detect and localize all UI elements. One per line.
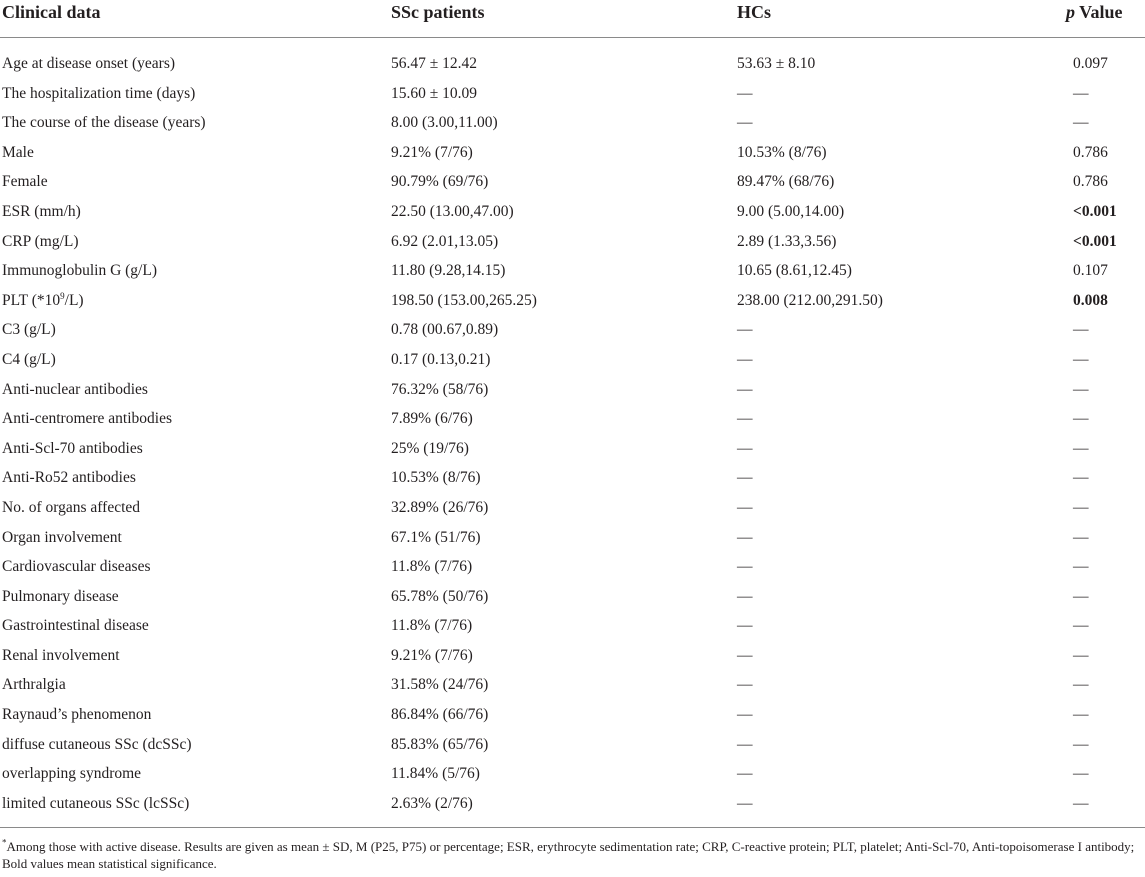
table-footnote bbox=[2, 838, 1142, 872]
cell-p-value: 0.107 bbox=[1073, 262, 1108, 280]
cell-label-superscript: 9 bbox=[60, 290, 65, 301]
header-p-value bbox=[1066, 2, 1123, 22]
table-row bbox=[0, 138, 1145, 168]
cell-hcs: — bbox=[737, 469, 753, 487]
cell-hcs: — bbox=[737, 706, 753, 724]
cell-p-value: — bbox=[1073, 676, 1089, 694]
cell-ssc-patients: 2.63% (2/76) bbox=[391, 794, 473, 812]
cell-clinical-data bbox=[2, 256, 157, 286]
cell-ssc-patients: 31.58% (24/76) bbox=[391, 676, 489, 694]
cell-hcs: — bbox=[737, 410, 753, 428]
cell-hcs: 9.00 (5.00,14.00) bbox=[737, 202, 845, 220]
cell-label-text: ESR (mm/h) bbox=[2, 202, 81, 220]
cell-ssc-patients: 32.89% (26/76) bbox=[391, 498, 489, 516]
cell-label-text: Male bbox=[2, 143, 34, 161]
table-body bbox=[0, 49, 1145, 818]
cell-hcs: — bbox=[737, 794, 753, 812]
cell-p-value: — bbox=[1073, 558, 1089, 576]
cell-clinical-data bbox=[2, 138, 34, 168]
cell-label-text: Arthralgia bbox=[2, 676, 66, 694]
cell-clinical-data bbox=[2, 552, 151, 582]
cell-clinical-data bbox=[2, 789, 189, 819]
cell-p-value: — bbox=[1073, 706, 1089, 724]
cell-hcs: — bbox=[737, 380, 753, 398]
table-row bbox=[0, 79, 1145, 109]
cell-label-text: Anti-Scl-70 antibodies bbox=[2, 439, 143, 457]
cell-clinical-data bbox=[2, 523, 122, 553]
cell-hcs: — bbox=[737, 676, 753, 694]
cell-hcs: 10.65 (8.61,12.45) bbox=[737, 262, 852, 280]
cell-clinical-data bbox=[2, 49, 175, 79]
cell-hcs: — bbox=[737, 765, 753, 783]
table-header-row bbox=[0, 0, 1145, 38]
cell-clinical-data bbox=[2, 404, 172, 434]
cell-ssc-patients: 8.00 (3.00,11.00) bbox=[391, 114, 498, 132]
table-row bbox=[0, 700, 1145, 730]
header-ssc-patients: SSc patients bbox=[391, 2, 485, 22]
header-p-rest: Value bbox=[1075, 2, 1123, 22]
cell-clinical-data bbox=[2, 641, 120, 671]
cell-label-text: No. of organs affected bbox=[2, 498, 141, 516]
cell-clinical-data bbox=[2, 345, 56, 375]
table-row bbox=[0, 730, 1145, 760]
cell-p-value: — bbox=[1073, 84, 1089, 102]
table-row bbox=[0, 49, 1145, 79]
header-clinical-data: Clinical data bbox=[2, 2, 101, 22]
cell-clinical-data bbox=[2, 108, 206, 138]
cell-ssc-patients: 90.79% (69/76) bbox=[391, 173, 489, 191]
cell-ssc-patients: 25% (19/76) bbox=[391, 439, 469, 457]
table-row bbox=[0, 641, 1145, 671]
cell-ssc-patients: 11.84% (5/76) bbox=[391, 765, 480, 783]
cell-ssc-patients: 11.80 (9.28,14.15) bbox=[391, 262, 506, 280]
table-row bbox=[0, 463, 1145, 493]
cell-label-text: PLT (*10 bbox=[2, 291, 61, 309]
cell-hcs: — bbox=[737, 321, 753, 339]
cell-label-text: CRP (mg/L) bbox=[2, 232, 79, 250]
table-row bbox=[0, 493, 1145, 523]
table-row bbox=[0, 108, 1145, 138]
table-row bbox=[0, 404, 1145, 434]
cell-clinical-data bbox=[2, 493, 140, 523]
cell-label-text: Organ involvement bbox=[2, 528, 122, 546]
cell-p-value: — bbox=[1073, 469, 1089, 487]
cell-ssc-patients: 11.8% (7/76) bbox=[391, 617, 473, 635]
cell-label-suffix: /L) bbox=[64, 291, 84, 309]
cell-p-value: — bbox=[1073, 794, 1089, 812]
cell-p-value: — bbox=[1073, 587, 1089, 605]
cell-label-text: Cardiovascular diseases bbox=[2, 558, 151, 576]
cell-ssc-patients: 56.47 ± 12.42 bbox=[391, 55, 478, 72]
cell-clinical-data bbox=[2, 375, 148, 405]
cell-clinical-data bbox=[2, 670, 66, 700]
cell-hcs: 10.53% (8/76) bbox=[737, 143, 827, 161]
header-p-italic: p bbox=[1066, 2, 1075, 22]
cell-p-value: 0.786 bbox=[1073, 143, 1108, 161]
cell-clinical-data bbox=[2, 197, 81, 227]
cell-label-text: C3 (g/L) bbox=[2, 321, 56, 339]
cell-ssc-patients: 76.32% (58/76) bbox=[391, 380, 489, 398]
cell-p-value: — bbox=[1073, 646, 1089, 664]
cell-label-text: diffuse cutaneous SSc (dcSSc) bbox=[2, 735, 192, 753]
cell-label-text: Raynaud’s phenomenon bbox=[2, 706, 152, 724]
cell-p-value: 0.008 bbox=[1073, 291, 1108, 309]
cell-p-value: <0.001 bbox=[1073, 202, 1117, 220]
cell-label-text: Immunoglobulin G (g/L) bbox=[2, 262, 157, 280]
cell-p-value: — bbox=[1073, 765, 1089, 783]
table-row bbox=[0, 759, 1145, 789]
cell-label-text: Age at disease onset (years) bbox=[2, 55, 176, 72]
cell-label-text: Anti-centromere antibodies bbox=[2, 410, 173, 428]
cell-p-value: 0.097 bbox=[1073, 55, 1108, 72]
cell-clinical-data bbox=[2, 434, 143, 464]
cell-p-value: <0.001 bbox=[1073, 232, 1117, 250]
cell-label-text: Female bbox=[2, 173, 48, 191]
footnote-marker: * bbox=[2, 837, 7, 848]
cell-p-value: — bbox=[1073, 735, 1089, 753]
cell-ssc-patients: 22.50 (13.00,47.00) bbox=[391, 202, 514, 220]
cell-clinical-data bbox=[2, 582, 119, 612]
table-row bbox=[0, 523, 1145, 553]
cell-p-value: — bbox=[1073, 498, 1089, 516]
cell-hcs: — bbox=[737, 558, 753, 576]
table-row bbox=[0, 789, 1145, 819]
cell-ssc-patients: 6.92 (2.01,13.05) bbox=[391, 232, 499, 250]
cell-p-value: — bbox=[1073, 439, 1089, 457]
cell-p-value: 0.786 bbox=[1073, 173, 1108, 191]
cell-p-value: — bbox=[1073, 321, 1089, 339]
cell-ssc-patients: 7.89% (6/76) bbox=[391, 410, 473, 428]
cell-hcs: 89.47% (68/76) bbox=[737, 173, 835, 191]
cell-ssc-patients: 11.8% (7/76) bbox=[391, 558, 473, 576]
table-row bbox=[0, 286, 1145, 316]
cell-clinical-data bbox=[2, 286, 84, 316]
cell-hcs: — bbox=[737, 350, 753, 368]
cell-label-text: Anti-nuclear antibodies bbox=[2, 380, 148, 398]
table-row bbox=[0, 345, 1145, 375]
cell-p-value: — bbox=[1073, 410, 1089, 428]
cell-hcs: — bbox=[737, 528, 753, 546]
cell-p-value: — bbox=[1073, 617, 1089, 635]
cell-ssc-patients: 65.78% (50/76) bbox=[391, 587, 489, 605]
cell-ssc-patients: 0.17 (0.13,0.21) bbox=[391, 350, 491, 368]
cell-p-value: — bbox=[1073, 114, 1089, 132]
cell-clinical-data bbox=[2, 79, 195, 109]
cell-hcs: — bbox=[737, 735, 753, 753]
table-row bbox=[0, 375, 1145, 405]
cell-label-text: Renal involvement bbox=[2, 646, 120, 664]
cell-ssc-patients: 9.21% (7/76) bbox=[391, 646, 473, 664]
table-row bbox=[0, 256, 1145, 286]
cell-label-text: The course of the disease (years) bbox=[2, 114, 206, 132]
cell-ssc-patients: 198.50 (153.00,265.25) bbox=[391, 291, 537, 309]
cell-label-text: C4 (g/L) bbox=[2, 350, 56, 368]
cell-p-value: — bbox=[1073, 528, 1089, 546]
cell-label-text: The hospitalization time (days) bbox=[2, 84, 196, 102]
cell-hcs: — bbox=[737, 587, 753, 605]
footnote-text: Among those with active disease. Results are given as mean ± SD, M (P25, P75) or percentage; ESR, erythrocyte sedimentation rate; CRP, C-reactive protein; PLT, platelet; Anti-Scl-70, Anti-topoisomerase I antibody; Bold values mean statistical significance. bbox=[2, 839, 1135, 871]
table-row bbox=[0, 197, 1145, 227]
cell-hcs: — bbox=[737, 114, 753, 132]
cell-ssc-patients: 86.84% (66/76) bbox=[391, 706, 489, 724]
table-bottom-rule bbox=[0, 827, 1145, 828]
cell-hcs: — bbox=[737, 498, 753, 516]
cell-ssc-patients: 85.83% (65/76) bbox=[391, 735, 489, 753]
table-row bbox=[0, 670, 1145, 700]
cell-hcs: — bbox=[737, 84, 753, 102]
cell-ssc-patients: 0.78 (00.67,0.89) bbox=[391, 321, 499, 339]
table-row bbox=[0, 582, 1145, 612]
cell-ssc-patients: 10.53% (8/76) bbox=[391, 469, 481, 487]
cell-label-text: Gastrointestinal disease bbox=[2, 617, 149, 635]
cell-clinical-data bbox=[2, 759, 141, 789]
table-row bbox=[0, 611, 1145, 641]
cell-hcs: 2.89 (1.33,3.56) bbox=[737, 232, 837, 250]
header-hcs: HCs bbox=[737, 2, 772, 22]
cell-clinical-data bbox=[2, 700, 151, 730]
cell-clinical-data bbox=[2, 227, 79, 257]
cell-clinical-data bbox=[2, 611, 149, 641]
cell-ssc-patients: 15.60 ± 10.09 bbox=[391, 84, 478, 102]
cell-ssc-patients: 67.1% (51/76) bbox=[391, 528, 481, 546]
cell-label-text: limited cutaneous SSc (lcSSc) bbox=[2, 794, 190, 812]
cell-clinical-data bbox=[2, 315, 56, 345]
cell-clinical-data bbox=[2, 730, 192, 760]
table-row bbox=[0, 434, 1145, 464]
cell-p-value: — bbox=[1073, 380, 1089, 398]
cell-clinical-data bbox=[2, 463, 136, 493]
table-row bbox=[0, 167, 1145, 197]
cell-hcs: — bbox=[737, 439, 753, 457]
cell-hcs: — bbox=[737, 617, 753, 635]
table-row bbox=[0, 315, 1145, 345]
table-row bbox=[0, 227, 1145, 257]
cell-ssc-patients: 9.21% (7/76) bbox=[391, 143, 473, 161]
cell-clinical-data bbox=[2, 167, 48, 197]
cell-p-value: — bbox=[1073, 350, 1089, 368]
cell-label-text: Pulmonary disease bbox=[2, 587, 119, 605]
table-row bbox=[0, 552, 1145, 582]
cell-label-text: overlapping syndrome bbox=[2, 765, 142, 783]
cell-hcs: 53.63 ± 8.10 bbox=[737, 55, 816, 72]
cell-label-text: Anti-Ro52 antibodies bbox=[2, 469, 136, 487]
cell-hcs: — bbox=[737, 646, 753, 664]
cell-hcs: 238.00 (212.00,291.50) bbox=[737, 291, 883, 309]
